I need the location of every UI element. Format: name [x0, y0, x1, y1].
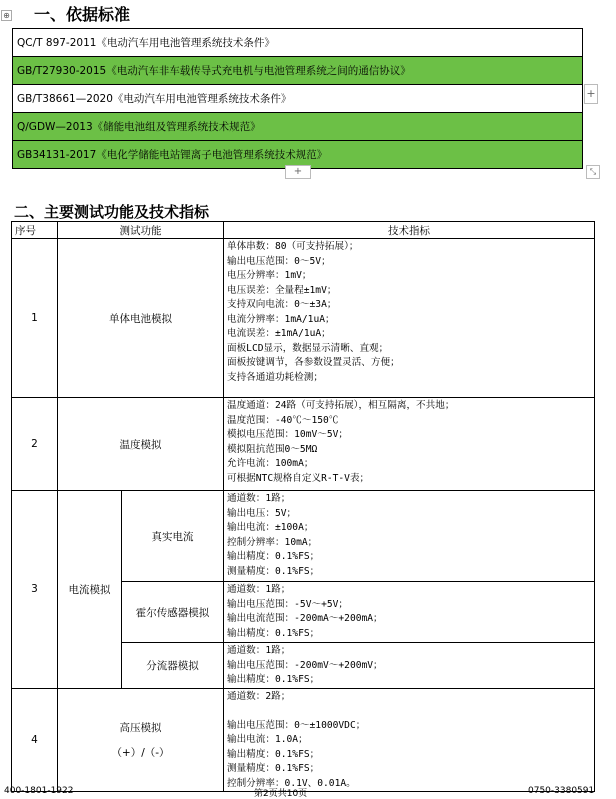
- row-index: 1: [12, 239, 58, 398]
- spec-line: 输出电压范围：0～5V；: [227, 255, 331, 267]
- header-spec: 技术指标: [224, 222, 595, 239]
- spec-line: 输出电流范围：-200mA～+200mA；: [227, 613, 383, 624]
- spec-line: 输出精度：0.1%FS；: [227, 551, 320, 562]
- spec-line: 允许电流：100mA；: [227, 458, 314, 469]
- standard-text: GB/T38661—2020《电动汽车用电池管理系统技术条件》: [13, 85, 583, 113]
- add-row-button[interactable]: +: [285, 165, 311, 179]
- spec-line: 模拟电压范围：10mV～5V；: [227, 429, 348, 440]
- spec-line: 输出精度：0.1%FS；: [227, 748, 320, 760]
- table-header-row: [12, 222, 595, 239]
- standard-text: GB34131-2017《电化学储能电站锂离子电池管理系统技术规范》: [13, 141, 583, 169]
- spec-line: 面板LCD显示，数据显示清晰、直观；: [227, 342, 389, 354]
- spec-line: 模拟阻抗范围0～5MΩ: [227, 443, 318, 455]
- row-spec: [224, 688, 595, 792]
- table-row: [12, 239, 595, 398]
- row-spec: [224, 582, 595, 643]
- table-row: [12, 398, 595, 491]
- sub-function: 分流器模拟: [122, 643, 224, 689]
- standard-row-4: [13, 113, 583, 141]
- spec-line: 可根据NTC规格自定义R-T-V表；: [227, 472, 370, 484]
- spec-table: [11, 221, 595, 792]
- table-move-handle-icon[interactable]: ⊕: [1, 10, 12, 21]
- row-spec: [224, 239, 595, 398]
- spec-line: 输出电压：5V；: [227, 507, 297, 519]
- header-index: 序号: [12, 222, 58, 239]
- standard-row-3: [13, 85, 583, 113]
- spec-line: 电压误差：全量程±1mV；: [227, 284, 337, 296]
- table-resize-icon[interactable]: ⤡: [586, 165, 600, 179]
- footer-page-number: 第2页共10页: [254, 789, 308, 799]
- row-function-name: 高压模拟: [119, 721, 162, 734]
- row-spec: [224, 491, 595, 582]
- spec-line: 温度范围：-40℃～150℃: [227, 414, 339, 426]
- table-row: [12, 491, 595, 582]
- spec-line: 面板按键调节，各参数设置灵活、方便；: [227, 357, 400, 368]
- spec-line: 通道数：1路；: [227, 584, 291, 595]
- spec-line: 支持各通道功耗检测；: [227, 371, 323, 383]
- spec-line: 输出电压范围：-200mV～+200mV；: [227, 659, 383, 671]
- spec-line: 输出电流：1.0A；: [227, 734, 308, 745]
- spec-line: [227, 704, 591, 719]
- spec-line: 电压分辨率：1mV；: [227, 270, 312, 281]
- row-index: 2: [12, 398, 58, 491]
- standard-row-1: [13, 29, 583, 57]
- spec-line: 通道数：1路；: [227, 493, 291, 504]
- row-function: 单体电池模拟: [58, 239, 224, 398]
- row-index: 3: [12, 491, 58, 689]
- spec-line: 通道数：2路；: [227, 690, 291, 702]
- header-function: 测试功能: [58, 222, 224, 239]
- row-function-sub: （+）/（-）: [111, 746, 170, 759]
- standard-text: Q/GDW—2013《储能电池组及管理系统技术规范》: [13, 113, 583, 141]
- spec-line: 输出电流：±100A；: [227, 522, 314, 533]
- spec-line: 输出精度：0.1%FS；: [227, 627, 320, 639]
- table-row: [12, 688, 595, 792]
- standards-table: [12, 28, 583, 169]
- spec-line: 通道数：1路；: [227, 645, 291, 656]
- row-index: 4: [12, 688, 58, 792]
- spec-line: 输出电压范围：0～±1000VDC；: [227, 719, 366, 731]
- footer-phone-left: 400-1801-1922: [4, 786, 74, 796]
- spec-line: 支持双向电流：0～±3A；: [227, 299, 337, 310]
- section-title-standards: 一、依据标准: [34, 5, 131, 24]
- row-function: 温度模拟: [58, 398, 224, 491]
- spec-line: 测量精度：0.1%FS；: [227, 565, 320, 577]
- standard-text: QC/T 897-2011《电动汽车用电池管理系统技术条件》: [13, 29, 583, 57]
- row-spec: [224, 643, 595, 689]
- standard-text: GB/T27930-2015《电动汽车非车载传导式充电机与电池管理系统之间的通信协议》: [13, 57, 583, 85]
- spec-line: 电流误差：±1mA/1uA；: [227, 328, 331, 339]
- row-function: 电流模拟: [58, 491, 122, 689]
- spec-line: 输出精度：0.1%FS；: [227, 674, 320, 685]
- sub-function: 真实电流: [122, 491, 224, 582]
- sub-function: 霍尔传感器模拟: [122, 582, 224, 643]
- spec-line: 电流分辨率：1mA/1uA；: [227, 313, 335, 325]
- spec-line: 温度通道：24路（可支持拓展），相互隔离，不共地；: [227, 400, 455, 411]
- section-title-specs: 二、主要测试功能及技术指标: [14, 203, 210, 221]
- spec-line: 输出电压范围：-5V～+5V；: [227, 598, 348, 610]
- footer-phone-right: 0750-3380591: [528, 786, 595, 796]
- row-spec: [224, 398, 595, 491]
- spec-line: 单体串数：80（可支持拓展）；: [227, 241, 359, 252]
- standard-row-2: [13, 57, 583, 85]
- spec-line: 控制分辨率：0.1V、0.01A。: [227, 777, 356, 789]
- row-function: [58, 688, 224, 792]
- spec-line: 控制分辨率：10mA；: [227, 536, 318, 548]
- add-column-button[interactable]: +: [584, 84, 598, 104]
- spec-line: 测量精度：0.1%FS；: [227, 763, 320, 774]
